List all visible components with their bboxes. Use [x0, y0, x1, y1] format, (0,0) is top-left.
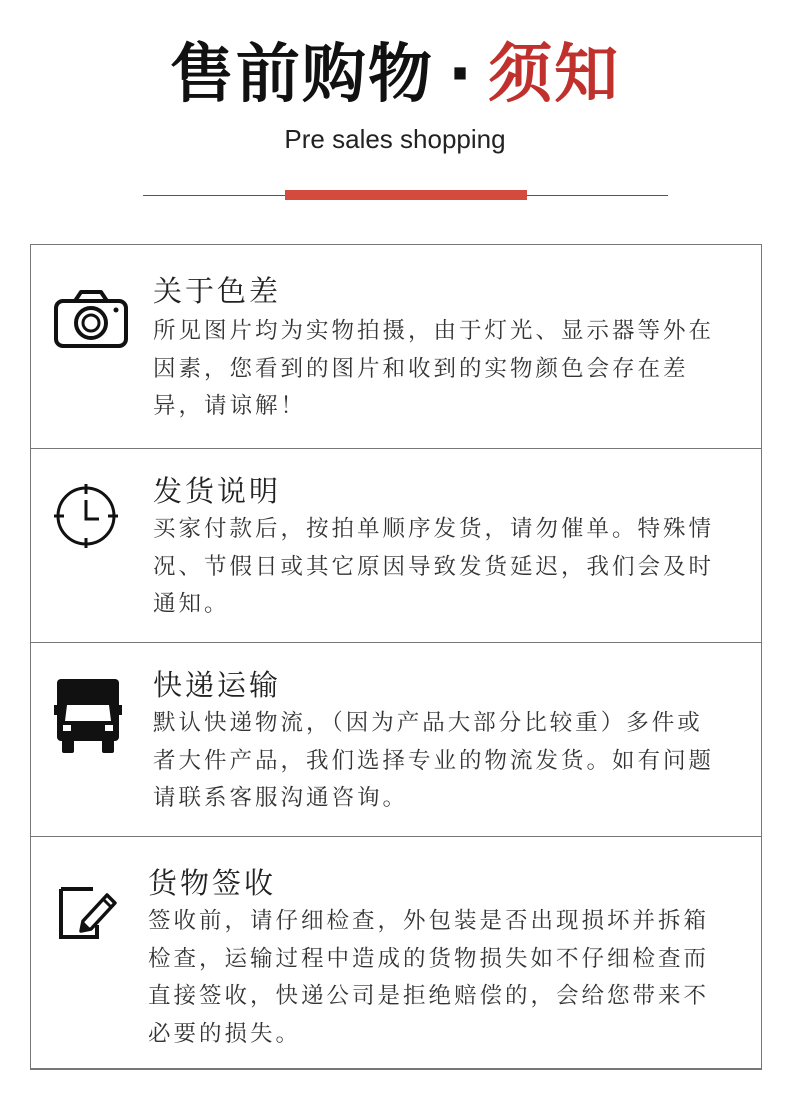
section-body: 买家付款后，按拍单顺序发货，请勿催单。特殊情况、节假日或其它原因导致发货延迟，我们会及时通知。: [153, 516, 715, 617]
notice-box: [30, 244, 762, 1070]
title-dot: ·: [447, 38, 475, 112]
section-body: 所见图片均为实物拍摄，由于灯光、显示器等外在因素，您看到的图片和收到的实物颜色会存在差异，请谅解！: [153, 318, 715, 419]
camera-icon: [53, 289, 129, 353]
title-accent: 须知: [488, 38, 621, 112]
section-body: 签收前，请仔细检查，外包装是否出现损坏并拆箱检查，运输过程中造成的货物损失如不仔细检查而直接签收，快递公司是拒绝赔偿的，会给您带来不必要的损失。: [148, 908, 710, 1047]
section-title: 发货说明: [153, 474, 282, 508]
section-title: 货物签收: [148, 866, 277, 900]
divider-accent-bar: [285, 190, 527, 200]
page-title: [0, 30, 790, 120]
truck-icon: [53, 677, 123, 759]
sign-document-icon: [53, 885, 119, 945]
clock-icon: [53, 483, 119, 553]
section-title: 关于色差: [153, 274, 282, 308]
page-subtitle: Pre sales shopping: [284, 124, 506, 154]
section-title: 快递运输: [153, 668, 282, 702]
header: [0, 0, 790, 230]
section-body: 默认快递物流，（因为产品大部分比较重）多件或者大件产品，我们选择专业的物流发货。如有问题请联系客服沟通咨询。: [153, 710, 715, 811]
title-main: 售前购物: [169, 38, 434, 112]
